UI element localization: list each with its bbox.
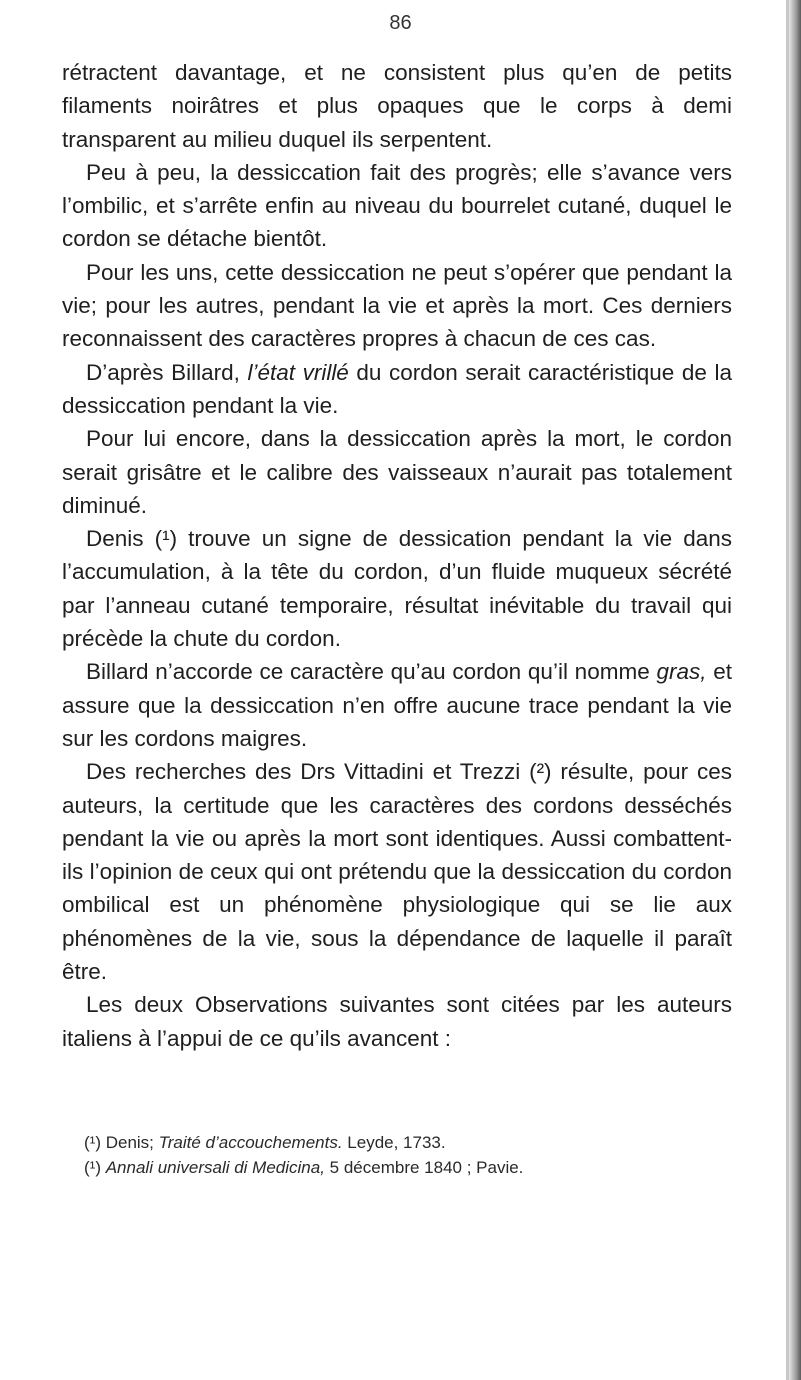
footnotes [84, 1130, 744, 1180]
footnote-2-italic: Annali universali di Medicina, [105, 1158, 325, 1177]
paragraph-6 [62, 522, 732, 655]
paragraph-7-before: Billard n’accorde ce caractère qu’au cordon qu’il nomme [86, 659, 657, 685]
paragraph-4-before: D’après Billard, [86, 359, 248, 385]
footnote-1-after: Leyde, 1733. [342, 1133, 446, 1152]
paragraph-4 [62, 356, 732, 423]
footnote-2-after: 5 décembre 1840 ; Pavie. [324, 1158, 524, 1177]
paragraph-4-italic: l’état vrillé [247, 359, 349, 385]
page-number: 86 [389, 12, 412, 34]
footnote-1-before: (¹) Denis; [84, 1133, 159, 1152]
footnote-2-before: (¹) [84, 1158, 106, 1177]
paragraph-3-text: Pour les uns, cette dessiccation ne peut s’opérer que pendant la vie; pour les autres, pendant la vie et après la mort. Ces derniers reconnaissent des caractères propres à chacun de ces cas. [62, 259, 732, 352]
paragraph-2-text: Peu à peu, la dessiccation fait des progrès; elle s’avance vers l’ombilic, et s’arrête enfin au niveau du bourrelet cutané, duquel le cordon se détache bientôt. [62, 159, 732, 252]
paragraph-1-text: rétractent davantage, et ne consistent plus qu’en de petits filaments noirâtres et plus opaques que le corps à demi transparent au milieu duquel ils serpentent. [62, 60, 732, 152]
paragraph-7-italic: gras, [656, 659, 707, 685]
paragraph-3 [62, 256, 732, 356]
paragraph-9 [62, 988, 732, 1055]
paragraph-6-text: Denis (¹) trouve un signe de dessication pendant la vie dans l’accumulation, à la tête du cordon, d’un fluide muqueux sécrété par l’anneau cutané temporaire, résultat inévitable du travail qui précède la chute du cordon. [62, 526, 732, 652]
paragraph-5 [62, 422, 732, 522]
paragraph-9-text: Les deux Observations suivantes sont citées par les auteurs italiens à l’appui de ce qu’ils avancent : [62, 992, 732, 1051]
paragraph-4-after: du cordon serait caractéristique de la dessiccation pendant la vie. [62, 359, 732, 418]
paragraph-1 [62, 56, 732, 156]
paragraph-7 [62, 655, 732, 755]
paragraph-8 [62, 755, 732, 988]
paragraph-5-text: Pour lui encore, dans la dessiccation après la mort, le cordon serait grisâtre et le calibre des vaisseaux n’aurait pas totalement diminué. [62, 426, 732, 518]
footnote-1 [84, 1130, 744, 1155]
paragraph-2 [62, 156, 732, 256]
paragraph-8-text: Des recherches des Drs Vittadini et Trezzi (²) résulte, pour ces auteurs, la certitude que les caractères des cordons desséchés pendant la vie ou après la mort sont identiques. Aussi combattent-ils l’opinion de ceux qui ont prétendu que la dessiccation du cordon ombilical est un phénomène physiologique qui se lie aux phénomènes de la vie, sous la dépendance de laquelle il paraît être. [62, 759, 732, 985]
footnote-2 [84, 1155, 744, 1180]
page-edge-shadow [789, 0, 801, 1380]
paragraph-7-after: et assure que la dessiccation n’en offre aucune trace pendant la vie sur les cordons maigres. [62, 659, 732, 751]
footnote-1-italic: Traité d’accouchements. [158, 1133, 343, 1152]
body-text [62, 56, 732, 1055]
